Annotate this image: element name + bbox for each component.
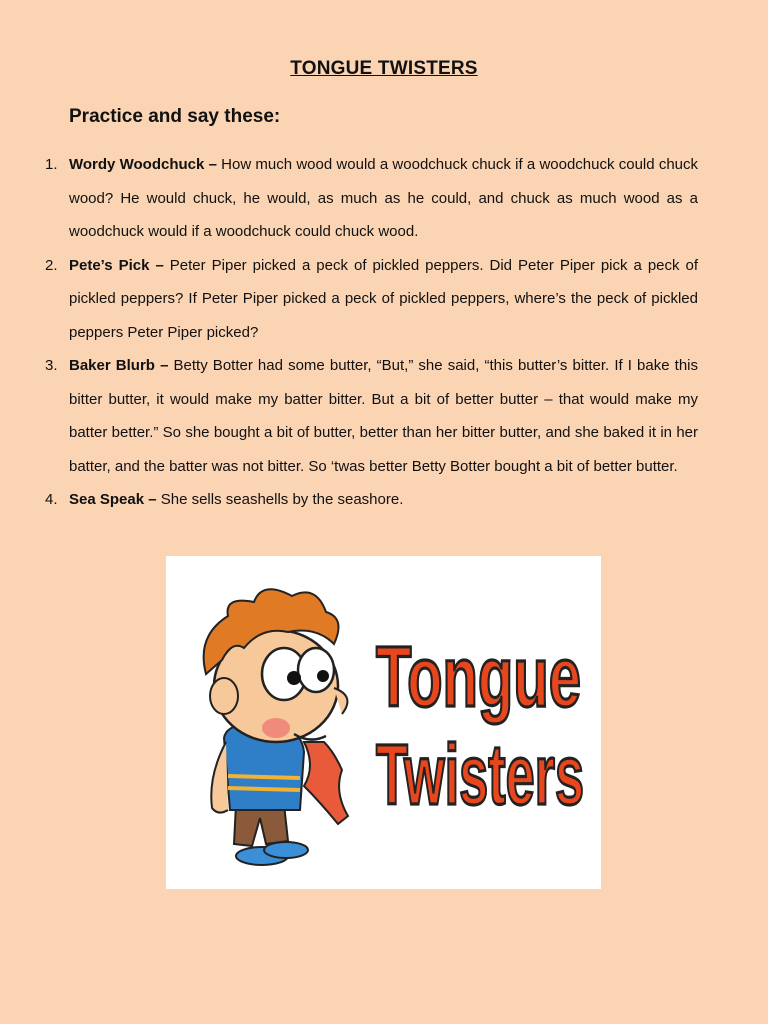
tongue-twisters-illustration bbox=[166, 556, 601, 889]
item-number: 3. bbox=[45, 357, 58, 374]
item-name: Baker Blurb – bbox=[69, 357, 169, 374]
shirt-stripe bbox=[228, 776, 300, 778]
arm bbox=[211, 742, 228, 813]
item-number: 1. bbox=[45, 156, 58, 173]
item-name: Wordy Woodchuck – bbox=[69, 156, 217, 173]
list-item bbox=[0, 483, 698, 517]
item-name: Sea Speak – bbox=[69, 491, 157, 508]
shirt-stripe bbox=[228, 788, 300, 790]
list-item bbox=[0, 148, 698, 249]
cheek-blush bbox=[262, 718, 290, 738]
shoe-right bbox=[264, 842, 308, 858]
list-item bbox=[0, 349, 698, 483]
list-item bbox=[0, 249, 698, 350]
logo-line-1: Tongue bbox=[376, 629, 581, 725]
logo-text bbox=[376, 630, 584, 823]
item-number: 4. bbox=[45, 491, 58, 508]
pupil-left bbox=[287, 671, 301, 685]
section-heading: Practice and say these: bbox=[69, 106, 281, 127]
tongue-twister-list bbox=[0, 148, 768, 517]
cartoon-boy-illustration bbox=[166, 556, 601, 889]
ear bbox=[210, 678, 238, 714]
tongue bbox=[304, 742, 348, 824]
item-text: Betty Botter had some butter, “But,” she said, “this butter’s bitter. If I bake this bitter butter, it would make my batter bitter. But a bit of better butter – that would make my batter better.” So she bought a bit of butter, better than her bitter butter, and she baked it in her batter, and the batter was not bitter. So ‘twas better Betty Botter bought a bit of better butter. bbox=[69, 357, 699, 475]
item-name: Pete’s Pick – bbox=[69, 256, 164, 274]
item-text: How much wood would a woodchuck chuck if a woodchuck could chuck wood? He would chuck, he would, as much as he could, and chuck as much wood as a woodchuck would if a woodchuck could chuck wood. bbox=[69, 156, 699, 240]
pupil-right bbox=[317, 670, 329, 682]
item-number: 2. bbox=[45, 256, 58, 274]
item-text: Peter Piper picked a peck of pickled peppers. Did Peter Piper pick a peck of pickled peppers? If Peter Piper picked a peck of pickled peppers, where’s the peck of pickled peppers Peter Piper picked? bbox=[69, 256, 699, 341]
item-text: She sells seashells by the seashore. bbox=[156, 491, 404, 508]
page-title: TONGUE TWISTERS bbox=[290, 58, 478, 79]
eye-right bbox=[298, 648, 334, 692]
logo-line-2: Twisters bbox=[376, 727, 584, 823]
